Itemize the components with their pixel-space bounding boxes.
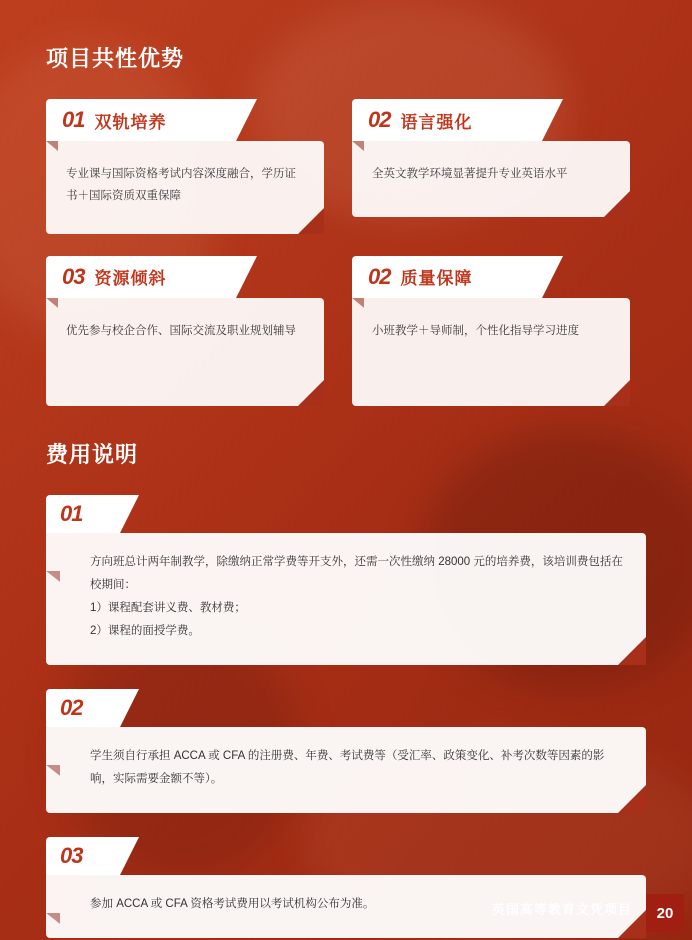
fee-line: 方向班总计两年制教学，除缴纳正常学费等开支外，还需一次性缴纳 28000 元的培养费，该培训费包括在校期间： xyxy=(90,555,623,591)
advantage-description: 优先参与校企合作、国际交流及职业规划辅导 xyxy=(46,298,324,406)
fee-item-header xyxy=(46,837,120,875)
fee-item-header xyxy=(46,495,120,533)
advantage-card xyxy=(352,256,630,406)
advantage-card-header xyxy=(46,256,236,298)
fee-number: 01 xyxy=(60,500,83,526)
fee-item xyxy=(46,495,646,665)
fee-number: 02 xyxy=(60,694,83,720)
fee-line: 2）课程的面授学费。 xyxy=(90,624,200,637)
advantages-card-grid xyxy=(46,99,646,406)
fee-line: 参加 ACCA 或 CFA 资格考试费用以考试机构公布为准。 xyxy=(90,897,375,910)
advantage-title: 语言强化 xyxy=(400,112,473,132)
advantage-card-header xyxy=(46,99,236,141)
advantage-number: 02 xyxy=(368,263,391,289)
fee-item-body xyxy=(46,533,646,665)
advantage-card-header xyxy=(352,256,542,298)
advantage-number: 03 xyxy=(62,263,85,289)
footer-label: 英国高等教育文凭项目 xyxy=(491,901,632,917)
advantage-title: 资源倾斜 xyxy=(94,269,167,289)
fees-list xyxy=(46,495,646,938)
fee-item-body xyxy=(46,727,646,813)
advantage-description: 小班教学＋导师制，个性化指导学习进度 xyxy=(352,298,630,406)
advantage-number: 01 xyxy=(62,107,85,132)
fees-section-title: 费用说明 xyxy=(46,441,139,467)
advantage-card xyxy=(352,99,630,234)
card-corner-notch xyxy=(46,571,60,582)
fee-line: 1）课程配套讲义费、教材费； xyxy=(90,601,246,614)
advantage-description: 专业课与国际资格考试内容深度融合，学历证书＋国际资质双重保障 xyxy=(46,141,324,234)
advantage-title: 质量保障 xyxy=(400,269,473,289)
fee-line: 学生须自行承担 ACCA 或 CFA 的注册费、年费、考试费等（受汇率、政策变化、补考次数等因素的影响，实际需要金额不等）。 xyxy=(90,749,605,785)
fee-item-header xyxy=(46,689,120,727)
advantage-card xyxy=(46,256,324,406)
page-number-badge: 20 xyxy=(646,894,684,932)
card-corner-notch xyxy=(46,765,60,776)
fee-number: 03 xyxy=(60,842,83,868)
page-footer xyxy=(492,894,692,940)
advantage-description: 全英文教学环境显著提升专业英语水平 xyxy=(352,141,630,217)
advantage-card-header xyxy=(352,99,542,141)
advantage-title: 双轨培养 xyxy=(94,112,167,132)
card-corner-notch xyxy=(46,913,60,924)
advantages-section-title: 项目共性优势 xyxy=(46,46,185,71)
fee-item xyxy=(46,689,646,813)
advantage-number: 02 xyxy=(368,107,391,132)
advantage-card xyxy=(46,99,324,234)
